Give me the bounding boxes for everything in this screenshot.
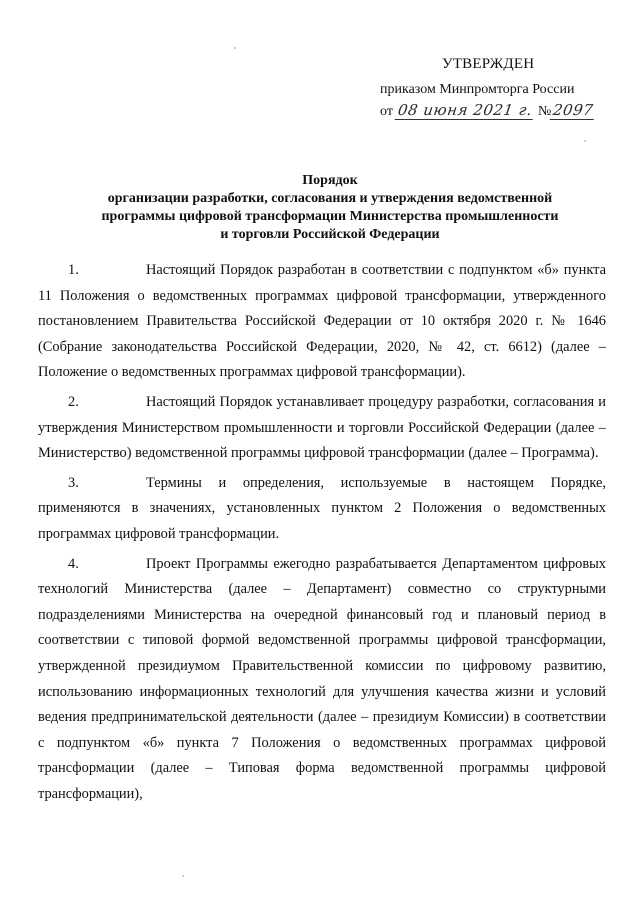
paragraph-4 <box>38 552 606 808</box>
paragraph-number: 3. <box>68 474 79 491</box>
number-prefix: № <box>538 104 552 119</box>
date-prefix: от <box>380 104 393 119</box>
paragraph-2 <box>38 390 606 467</box>
document-body <box>38 258 606 811</box>
handwritten-order-number: 2097 <box>550 101 597 120</box>
document-title <box>40 172 620 244</box>
scan-speck <box>584 140 586 142</box>
scan-speck <box>234 47 236 49</box>
paragraph-3 <box>38 471 606 548</box>
title-line-2: организации разработки, согласования и утверждения ведомственной <box>107 191 553 206</box>
paragraph-number: 1. <box>68 262 79 278</box>
title-line-3: программы цифровой трансформации Министерства промышленности <box>101 209 559 224</box>
paragraph-text: Настоящий Порядок устанавливает процедуру разработки, согласования и утверждения Министерством промышленности и торговли Российской Федерации (далее – Министерство) ведомственной программы цифровой трансформации (далее – Программа). <box>38 393 606 462</box>
scan-speck <box>182 875 184 877</box>
approved-heading: УТВЕРЖДЕН <box>442 56 535 72</box>
title-line-1: Порядок <box>302 173 358 188</box>
paragraph-number: 4. <box>68 555 79 572</box>
order-reference: приказом Минпромторга России <box>380 82 575 97</box>
order-date-line <box>380 101 596 120</box>
paragraph-text: Проект Программы ежегодно разрабатывается Департаментом цифровых технологий Министерства (далее – Департамент) совместно со структурными подразделениями Министерства на очередной финансовый год и плановый период в соответствии с типовой формой ведомственной программы цифровой трансформации, утвержденной президиумом Правительственной комиссии по цифровому развитию, использованию информационных технологий для улучшения качества жизни и условий ведения предпринимательской деятельности (далее – президиум Комиссии) в соответствии с подпунктом «б» пункта 7 Положения о ведомственных программах цифровой трансформации (далее – Типовая форма ведомственной программы цифровой трансформации), <box>38 555 606 802</box>
paragraph-text: Настоящий Порядок разработан в соответствии с подпунктом «б» пункта 11 Положения о ведомственных программах цифровой трансформации, утвержденного постановлением Правительства Российской Федерации от 10 октября 2020 г. № 1646 (Собрание законодательства Российской Федерации, 2020, № 42, ст. 6612) (далее – Положение о ведомственных программах цифровой трансформации). <box>38 262 606 381</box>
paragraph-1 <box>38 258 606 386</box>
paragraph-text: Термины и определения, используемые в настоящем Порядке, применяются в значениях, установленных пунктом 2 Положения о ведомственных программах цифровой трансформации. <box>38 474 606 542</box>
paragraph-number: 2. <box>68 393 79 410</box>
handwritten-date: 08 июня 2021 г. <box>395 101 536 120</box>
title-line-4: и торговли Российской Федерации <box>220 227 440 242</box>
